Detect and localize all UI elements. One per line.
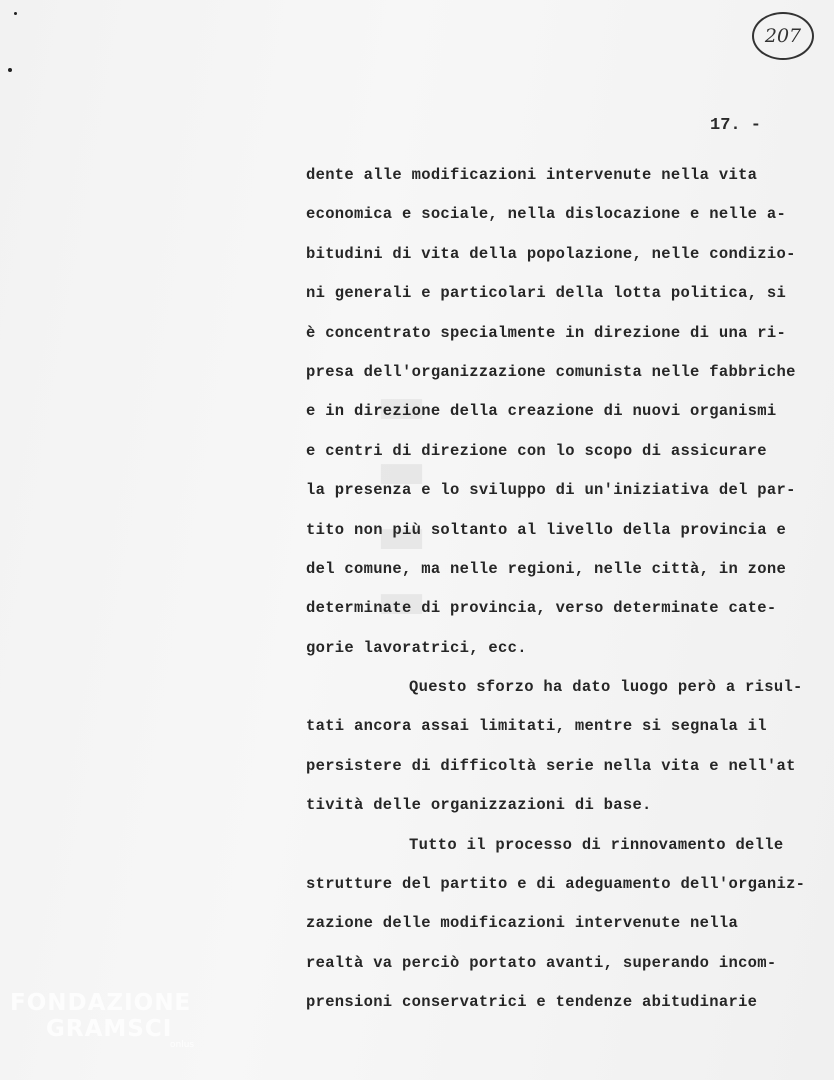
text-line: e centri di direzione con lo scopo di assicurare [306, 441, 767, 460]
text-line: e in direzione della creazione di nuovi organismi [306, 402, 777, 421]
text-line: tività delle organizzazioni di base. [306, 796, 652, 815]
page-number: 17. - [710, 116, 762, 135]
text-line: Tutto il processo di rinnovamento delle [409, 835, 784, 854]
text-line: Questo sforzo ha dato luogo però a risul- [409, 678, 803, 697]
text-line: tati ancora assai limitati, mentre si segnala il [306, 717, 767, 736]
text-line: dente alle modificazioni intervenute nella vita [306, 166, 758, 184]
text-line: strutture del partito e di adeguamento dell'organiz- [306, 875, 806, 894]
watermark-line-1: FONDAZIONE [10, 990, 192, 1016]
text-line: del comune, ma nelle regioni, nelle città, in zone [306, 559, 787, 578]
text-line: economica e sociale, nella dislocazione e nelle a- [306, 205, 787, 224]
text-line: tito non più soltanto al livello della provincia e [306, 520, 787, 539]
text-line: realtà va perciò portato avanti, superando incom- [306, 953, 777, 972]
watermark-line-2: GRAMSCI [46, 1016, 173, 1042]
speck [14, 12, 17, 15]
speck [8, 68, 12, 72]
text-line: ni generali e particolari della lotta politica, si [306, 284, 787, 303]
text-line: è concentrato specialmente in direzione di una ri- [306, 323, 787, 342]
text-line: persistere di difficoltà serie nella vita e nell'at [306, 756, 796, 775]
text-line: prensioni conservatrici e tendenze abitudinarie [306, 993, 758, 1012]
typed-body-text [306, 160, 816, 1027]
archive-page-stamp: 207 [752, 12, 814, 60]
watermark-line-3: onlus [170, 1040, 195, 1050]
text-line: bitudini di vita della popolazione, nelle condizio- [306, 244, 796, 263]
text-line: gorie lavoratrici, ecc. [306, 638, 527, 657]
text-line: zazione delle modificazioni intervenute nella [306, 914, 739, 933]
fondazione-gramsci-watermark [10, 990, 210, 1050]
text-line: presa dell'organizzazione comunista nelle fabbriche [306, 362, 796, 381]
text-line: determinate di provincia, verso determinate cate- [306, 599, 777, 618]
text-line: la presenza e lo sviluppo di un'iniziativa del par- [306, 481, 796, 500]
show-through-bleed: ▬▬▬▬ [370, 380, 433, 640]
